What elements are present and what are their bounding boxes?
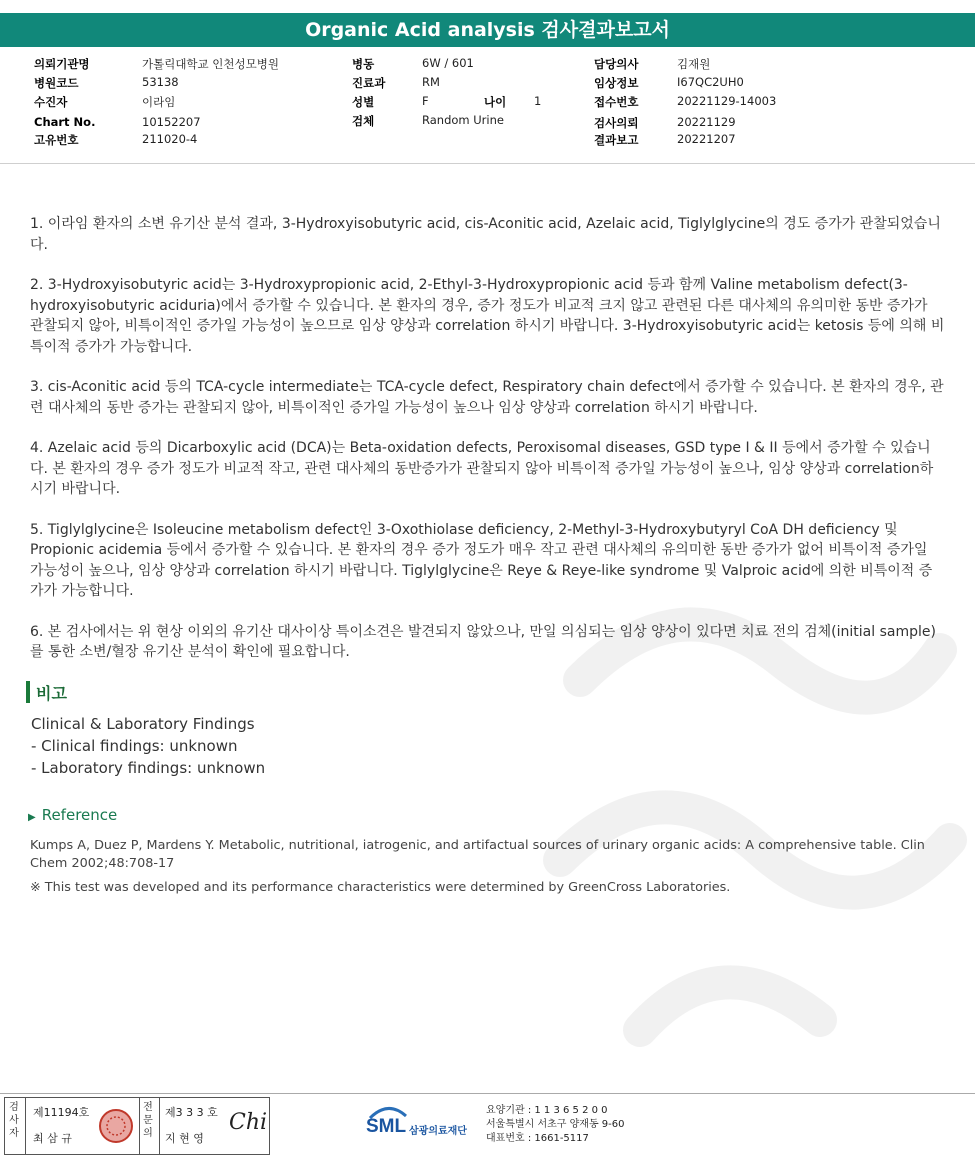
chart-no-label: Chart No. (34, 115, 96, 129)
finding-paragraph: 2. 3-Hydroxyisobutyric acid는 3-Hydroxypropionic acid, 2-Ethyl-3-Hydroxypropionic acid 등과 함께 Valine metabolism defect(3-hydroxyisobutyric aciduria)에서 증가할 수 있습니다. 본 환자의 경우, 증가 정도가 비교적 크지 않고 관련된 다른 대사체의 유의미한 동반 증가가 관찰되지 않아, 비특이적인 증가일 가능성이 높으므로 임상 양상과 correlation 하시기 바랍니다. 3-Hydroxyisobutyric acid는 ketosis 등에 의해 비특이적 증가가 가능합니다. (30, 277, 945, 355)
age-label: 나이 (484, 95, 507, 109)
clinical-info-value: I67QC2UH0 (677, 75, 744, 89)
ward-label: 병동 (352, 57, 375, 71)
tester-name: 최 삼 규 (33, 1132, 72, 1145)
clinical-info-label: 임상정보 (594, 76, 639, 90)
remarks-marker-bar (26, 681, 30, 703)
clinical-findings-line: - Clinical findings: unknown (31, 737, 238, 755)
hospital-code-label: 병원코드 (34, 76, 79, 90)
request-date-label: 검사의뢰 (594, 116, 639, 130)
findings-section (30, 214, 945, 683)
sml-abbr: SML (366, 1116, 407, 1137)
institution-value: 가톨릭대학교 인천성모병원 (142, 57, 279, 71)
care-institution-no: 요양기관 : 1 1 3 6 5 2 0 0 (486, 1105, 608, 1116)
finding-paragraph: 5. Tiglylglycine은 Isoleucine metabolism defect인 3-Oxothiolase deficiency, 2-Methyl-3-Hydroxybutyryl CoA DH deficiency 및 Propionic acidemia 등에서 증가할 수 있습니다. 본 환자의 경우 증가 정도가 매우 작고 관련 대사체의 유의미한 동반 증가가 없어 비특이적 증가일 가능성이 높으나, 임상 양상과 correlation 하시기 바랍니다. Tiglylglycine은 Reye & Reye-like syndrome 및 Valproic acid에 의한 비특이적 증가가 가능합니다. (30, 521, 933, 599)
triangle-right-icon: ▶ (28, 812, 36, 823)
patient-value: 이라임 (142, 95, 176, 109)
receipt-no-value: 20221129-14003 (677, 94, 777, 108)
department-value: RM (422, 75, 440, 89)
department-label: 진료과 (352, 76, 386, 90)
address-line: 서울특별시 서초구 양재동 9-60 (486, 1119, 625, 1130)
signature-box (4, 1097, 270, 1155)
age-value: 1 (534, 94, 542, 108)
laboratory-findings-line: - Laboratory findings: unknown (31, 759, 266, 777)
report-date-value: 20221207 (677, 132, 736, 146)
sex-value: F (422, 94, 429, 108)
red-seal-icon (97, 1108, 135, 1144)
footer-divider (0, 1093, 975, 1094)
finding-paragraph: 3. cis-Aconitic acid 등의 TCA-cycle intermediate는 TCA-cycle defect, Respiratory chain defect에서 증가할 수 있습니다. 본 환자의 경우, 관련 대사체의 동반 증가는 관찰되지 않아, 비특이적인 증가일 가능성이 높으나 임상 양상과 correlation 하시기 바랍니다. (30, 379, 944, 416)
finding-paragraph: 6. 본 검사에서는 위 현상 이외의 유기산 대사이상 특이소견은 발견되지 않았으나, 만일 의심되는 임상 양상이 있다면 치료 전의 검체(initial sample)를 통한 소변/혈장 유기산 분석이 확인에 필요합니다. (30, 623, 936, 660)
confirmer-label: 전문의 (143, 1102, 153, 1139)
reference-title: Reference (41, 806, 118, 824)
specimen-value: Random Urine (422, 113, 504, 127)
specimen-label: 검체 (352, 114, 375, 128)
unique-no-label: 고유번호 (34, 133, 79, 147)
request-date-value: 20221129 (677, 115, 736, 129)
remarks-title: 비고 (36, 683, 67, 703)
doctor-label: 담당의사 (594, 57, 639, 71)
confirmer-name: 지 현 영 (165, 1132, 204, 1145)
institution-label: 의뢰기관명 (34, 57, 90, 71)
ward-value: 6W / 601 (422, 56, 474, 70)
unique-no-value: 211020-4 (142, 132, 198, 146)
phone-line: 대표번호 : 1661-5117 (486, 1133, 589, 1144)
sex-label: 성별 (352, 95, 375, 109)
hospital-code-value: 53138 (142, 75, 179, 89)
finding-paragraph: 4. Azelaic acid 등의 Dicarboxylic acid (DCA)는 Beta-oxidation defects, Peroxisomal diseases, GSD type I & II 등에서 증가할 수 있습니다. 본 환자의 경우 증가 정도가 비교적 작고, 관련 대사체의 동반증가가 관찰되지 않아 비특이적 증가일 가능성이 높으나, 임상 양상과 correlation하시기 바랍니다. (30, 440, 934, 497)
disclaimer-note: ※ This test was developed and its performance characteristics were determined by GreenCross Laboratories. (30, 880, 731, 895)
signature-icon: Chi (229, 1110, 268, 1135)
reference-citation: Kumps A, Duez P, Mardens Y. Metabolic, nutritional, iatrogenic, and artifactual sources of urinary organic acids: A comprehensive table. Clin Chem 2002;48:708-17 (30, 838, 925, 871)
tester-label: 검사자 (9, 1102, 19, 1139)
header-divider (0, 163, 975, 164)
remarks-heading (26, 680, 67, 704)
report-title: Organic Acid analysis 검사결과보고서 (0, 13, 975, 47)
foundation-name: 삼광의료재단 (409, 1126, 467, 1137)
confirmer-license-no: 제3 3 3 호 (165, 1106, 218, 1119)
reference-heading (28, 806, 117, 824)
institution-info (486, 1104, 625, 1146)
clinical-findings-block (31, 713, 265, 779)
patient-info-block (0, 56, 975, 156)
chart-no-value: 10152207 (142, 115, 201, 129)
finding-paragraph: 1. 이라임 환자의 소변 유기산 분석 결과, 3-Hydroxyisobutyric acid, cis-Aconitic acid, Azelaic acid, Tiglylglycine의 경도 증가가 관찰되었습니다. (30, 216, 941, 253)
patient-label: 수진자 (34, 95, 68, 109)
report-date-label: 결과보고 (594, 133, 639, 147)
sml-logo (366, 1104, 486, 1148)
tester-license-no: 제11194호 (33, 1106, 90, 1119)
doctor-value: 김재원 (677, 57, 711, 71)
receipt-no-label: 접수번호 (594, 95, 639, 109)
clinical-lab-title: Clinical & Laboratory Findings (31, 715, 255, 733)
